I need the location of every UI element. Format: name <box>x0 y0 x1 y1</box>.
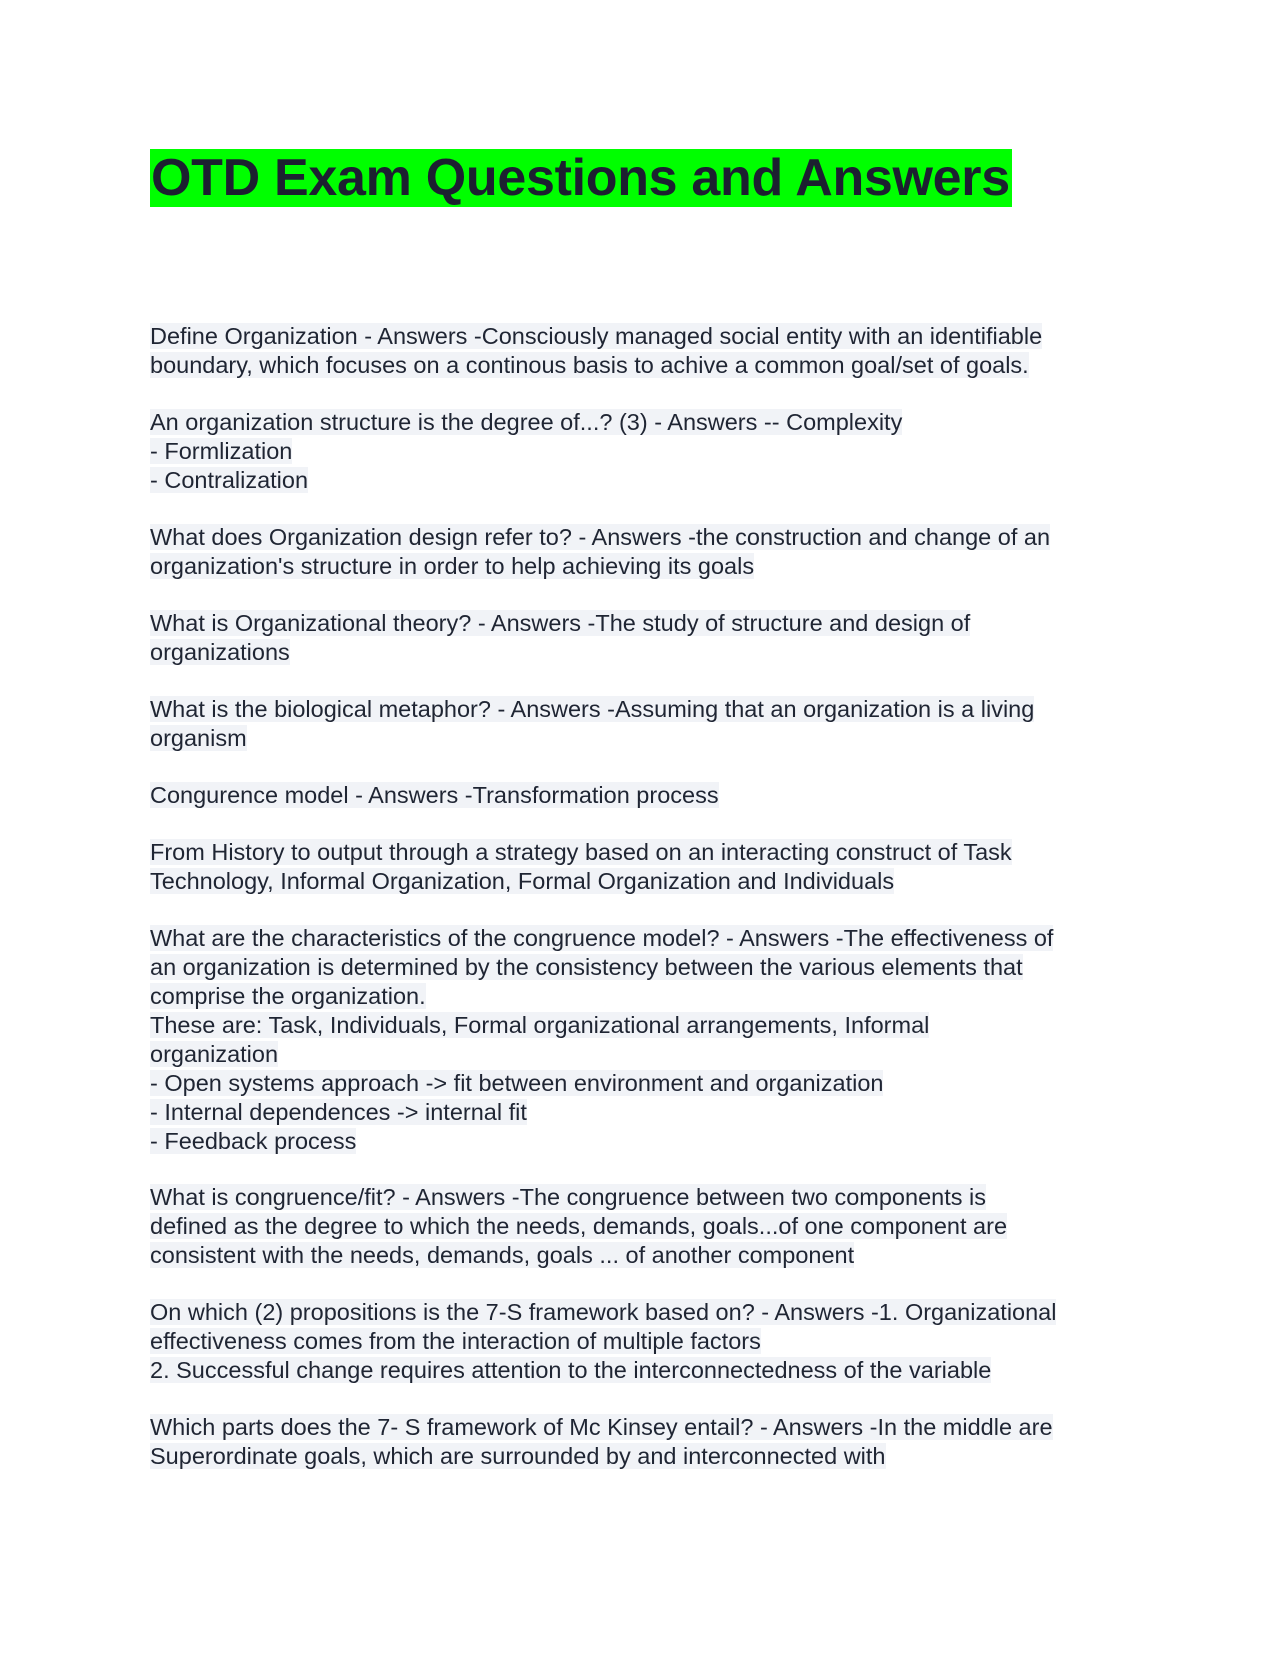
qa-block-congruence-fit <box>150 1183 1130 1270</box>
text-line: - Feedback process <box>150 1128 357 1154</box>
text-line: organization's structure in order to help achieving its goals <box>150 553 755 579</box>
text-line: organization <box>150 1041 279 1067</box>
text-line: On which (2) propositions is the 7-S framework based on? - Answers -1. Organizational <box>150 1299 1057 1325</box>
text-line: Congurence model - Answers -Transformation process <box>150 782 719 808</box>
qa-block-structure-degree <box>150 408 1130 495</box>
text-line: comprise the organization. <box>150 983 426 1009</box>
text-line: 2. Successful change requires attention to the interconnectedness of the variable <box>150 1357 992 1383</box>
qa-block-7s-parts <box>150 1413 1130 1471</box>
text-line: Technology, Informal Organization, Formal Organization and Individuals <box>150 868 895 894</box>
qa-block-congurence-model <box>150 781 1130 810</box>
text-line: organism <box>150 725 247 751</box>
qa-block-define-organization <box>150 322 1130 380</box>
text-line: From History to output through a strategy based on an interacting construct of Task <box>150 839 1012 865</box>
text-line: What is the biological metaphor? - Answers -Assuming that an organization is a living <box>150 696 1035 722</box>
text-line: Superordinate goals, which are surrounded by and interconnected with <box>150 1443 886 1469</box>
qa-block-congruence-characteristics <box>150 924 1130 1156</box>
text-line: - Contralization <box>150 467 309 493</box>
text-line: - Open systems approach -> fit between environment and organization <box>150 1070 884 1096</box>
qa-block-biological-metaphor <box>150 695 1130 753</box>
text-line: What is Organizational theory? - Answers -The study of structure and design of <box>150 610 971 636</box>
qa-block-organizational-theory <box>150 609 1130 667</box>
text-line: An organization structure is the degree of...? (3) - Answers -- Complexity <box>150 409 903 435</box>
text-line: effectiveness comes from the interaction of multiple factors <box>150 1328 761 1354</box>
text-line: Define Organization - Answers -Consciously managed social entity with an identifiable <box>150 323 1043 349</box>
text-line: defined as the degree to which the needs, demands, goals...of one component are <box>150 1213 1008 1239</box>
qa-block-7s-propositions <box>150 1298 1130 1385</box>
text-line: What is congruence/fit? - Answers -The congruence between two components is <box>150 1184 986 1210</box>
text-line: What are the characteristics of the congruence model? - Answers -The effectiveness of <box>150 925 1054 951</box>
text-line: These are: Task, Individuals, Formal organizational arrangements, Informal <box>150 1012 930 1038</box>
qa-block-history-to-output <box>150 838 1130 896</box>
text-line: What does Organization design refer to? - Answers -the construction and change of an <box>150 524 1051 550</box>
text-line: - Internal dependences -> internal fit <box>150 1099 527 1125</box>
text-line: organizations <box>150 639 290 665</box>
text-line: - Formlization <box>150 438 293 464</box>
text-line: an organization is determined by the consistency between the various elements that <box>150 954 1023 980</box>
text-line: Which parts does the 7- S framework of Mc Kinsey entail? - Answers -In the middle are <box>150 1414 1053 1440</box>
text-line: consistent with the needs, demands, goals ... of another component <box>150 1242 855 1268</box>
document-title: OTD Exam Questions and Answers <box>151 149 1010 207</box>
text-line: boundary, which focuses on a continous basis to achive a common goal/set of goals. <box>150 352 1029 378</box>
qa-block-organization-design <box>150 523 1130 581</box>
